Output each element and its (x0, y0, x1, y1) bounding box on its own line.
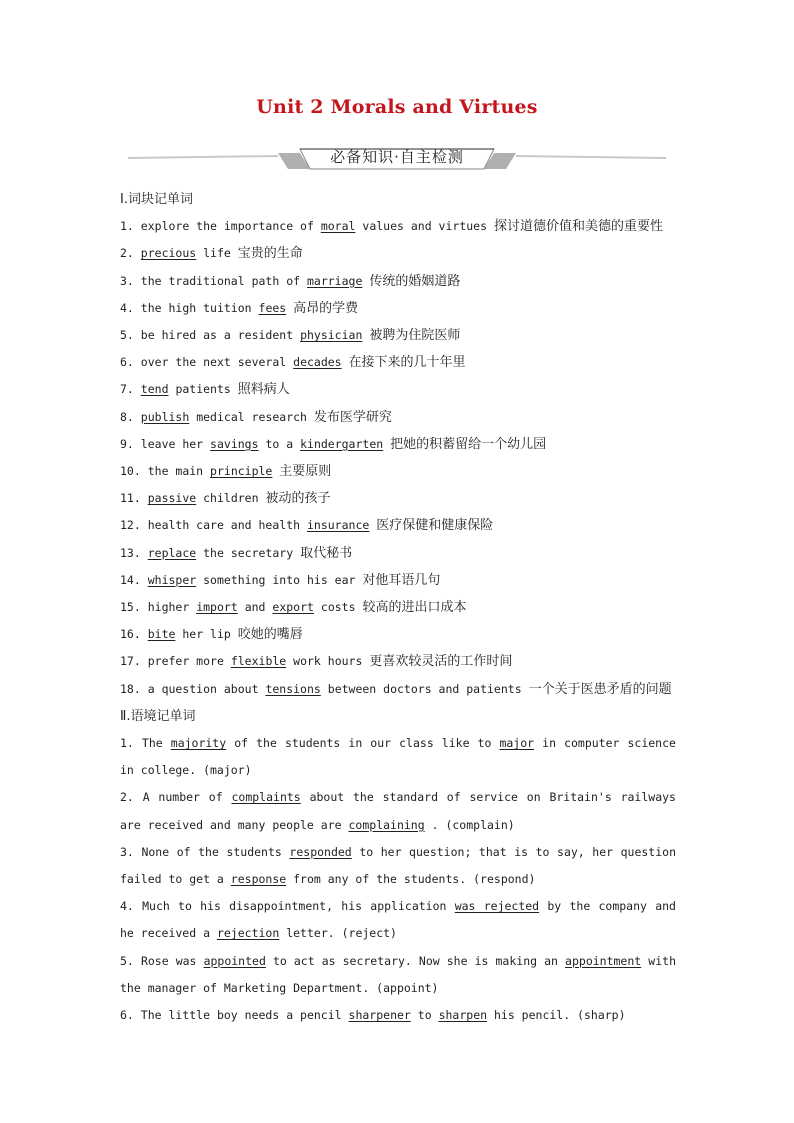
item-text: letter. (reject) (286, 926, 397, 941)
vocab-item (120, 376, 676, 403)
banner-label: 必备知识·自主检测 (330, 148, 464, 166)
answer-blank: marriage (306, 273, 363, 288)
item-text: a question about (147, 681, 259, 696)
item-text: leave her (140, 436, 204, 451)
answer-blank: tensions (265, 681, 321, 696)
item-text: the traditional path of (140, 273, 301, 288)
item-text: life (203, 246, 231, 261)
chinese-translation: 在接下来的几十年里 (348, 355, 466, 371)
vocab-item (120, 458, 676, 485)
answer-blank: kindergarten (300, 436, 384, 451)
item-text: from any of the students. (respond) (293, 872, 536, 887)
vocab-item (120, 648, 676, 675)
section-banner (128, 143, 666, 173)
item-text: of the students in our class like to (234, 736, 492, 751)
item-text: work hours (293, 654, 363, 669)
vocab-item (120, 485, 676, 512)
sentence-item (120, 893, 676, 947)
item-text: to her question; that is to say, her question failed to get a (120, 844, 676, 887)
item-number: 14. (120, 572, 141, 587)
vocab-chunk-list (120, 213, 676, 703)
item-text: patients (175, 382, 231, 397)
vocab-item (120, 540, 676, 567)
answer-blank: rejection (216, 926, 280, 941)
answer-blank: complaints (231, 790, 301, 805)
item-text: explore the importance of (140, 219, 314, 234)
item-text: over the next several (140, 355, 287, 370)
chinese-translation: 一个关于医患矛盾的问题 (528, 681, 672, 697)
item-number: 8. (120, 409, 134, 424)
item-text: be hired as a resident (140, 328, 294, 343)
item-number: 1. (120, 736, 134, 751)
answer-blank: passive (147, 491, 197, 506)
answer-blank: appointment (565, 953, 642, 968)
sentence-item (120, 839, 676, 893)
answer-blank: flexible (230, 654, 287, 669)
chinese-translation: 主要原则 (279, 464, 332, 480)
item-number: 15. (120, 600, 141, 615)
item-text: to (417, 1008, 432, 1023)
answer-blank: publish (140, 409, 190, 424)
chinese-translation: 被聘为住院医师 (369, 328, 461, 344)
answer-blank: precious (140, 246, 197, 261)
item-text: costs (320, 600, 356, 615)
answer-blank: sharpen (438, 1008, 488, 1023)
chinese-translation: 高昂的学费 (293, 300, 359, 316)
item-number: 12. (120, 518, 141, 533)
vocab-item (120, 431, 676, 458)
answer-blank: physician (300, 328, 363, 343)
answer-blank: fees (258, 300, 287, 315)
item-number: 5. (120, 953, 134, 968)
item-text: the high tuition (140, 300, 252, 315)
item-text: The (141, 736, 163, 751)
chinese-translation: 较高的进出口成本 (362, 600, 467, 616)
item-text: between doctors and patients (327, 681, 522, 696)
item-text: prefer more (147, 654, 224, 669)
chinese-translation: 把她的积蓄留给一个幼儿园 (390, 436, 547, 452)
answer-blank: major (499, 736, 535, 751)
chinese-translation: 传统的婚姻道路 (369, 273, 461, 289)
chinese-translation: 咬她的嘴唇 (237, 627, 303, 643)
item-text: about the standard of service on Britain's railways are received and many people are (120, 790, 676, 832)
item-number: 3. (120, 844, 134, 859)
item-text: to a (265, 436, 294, 451)
vocab-item (120, 676, 676, 703)
sentence-item (120, 730, 676, 784)
item-number: 3. (120, 273, 134, 288)
sentence-item (120, 1002, 676, 1029)
answer-blank: sharpener (348, 1008, 411, 1023)
chinese-translation: 发布医学研究 (313, 409, 392, 425)
section-heading-vocab-chunks: Ⅰ.词块记单词 (120, 192, 193, 207)
item-text: in computer science in college. (major) (120, 736, 676, 778)
vocab-item (120, 295, 676, 322)
item-text: A number of (142, 790, 223, 805)
item-text: . (complain) (431, 817, 515, 832)
answer-blank: tend (140, 382, 169, 397)
item-number: 17. (120, 654, 141, 669)
item-number: 2. (120, 790, 134, 805)
item-text: her lip (182, 627, 231, 642)
answer-blank: majority (170, 736, 227, 751)
item-text: children (203, 491, 259, 506)
item-text: the secretary (203, 545, 294, 560)
answer-blank: import (196, 600, 238, 615)
item-text: by the company and he received a (120, 899, 676, 941)
item-text: values and virtues (362, 219, 488, 234)
item-number: 7. (120, 382, 134, 397)
item-number: 2. (120, 246, 134, 261)
answer-blank: response (230, 872, 287, 887)
item-text: his pencil. (sharp) (493, 1008, 626, 1023)
answer-blank: insurance (306, 518, 370, 533)
answer-blank: principle (210, 464, 273, 479)
item-text: the main (147, 464, 204, 479)
chinese-translation: 照料病人 (237, 382, 290, 398)
sentence-item (120, 784, 676, 838)
vocab-item (120, 621, 676, 648)
vocab-item (120, 567, 676, 594)
answer-blank: savings (210, 436, 259, 451)
item-text: Rose was (140, 953, 197, 968)
item-number: 4. (120, 300, 134, 315)
answer-blank: responded (289, 844, 352, 859)
item-number: 5. (120, 328, 134, 343)
answer-blank: appointed (203, 953, 266, 968)
item-text: health care and health (147, 518, 301, 533)
item-number: 10. (120, 464, 141, 479)
answer-blank: complaining (348, 817, 425, 832)
vocab-item (120, 322, 676, 349)
item-number: 6. (120, 355, 134, 370)
item-number: 6. (120, 1008, 134, 1023)
answer-blank: whisper (147, 572, 197, 587)
vocab-item (120, 404, 676, 431)
answer-blank: bite (147, 627, 176, 642)
item-text: to act as secretary. Now she is making an (272, 953, 558, 968)
item-text: None of the students (141, 844, 282, 859)
answer-blank: moral (320, 219, 356, 234)
vocab-item (120, 594, 676, 621)
item-text: something into his ear (203, 572, 356, 587)
item-text: Much to his disappointment, his application (142, 899, 447, 914)
vocab-item (120, 512, 676, 539)
chinese-translation: 宝贵的生命 (237, 246, 303, 262)
item-number: 9. (120, 436, 134, 451)
chinese-translation: 医疗保健和健康保险 (376, 518, 494, 534)
vocab-item (120, 240, 676, 267)
item-text: with the manager of Marketing Department. (appoint) (120, 953, 676, 995)
sentence-item (120, 948, 676, 1002)
vocab-item (120, 213, 676, 240)
page-title: Unit 2 Morals and Virtues (256, 96, 538, 118)
item-number: 4. (120, 899, 134, 914)
chinese-translation: 探讨道德价值和美德的重要性 (493, 219, 663, 235)
item-text: The little boy needs a pencil (140, 1008, 342, 1023)
item-text: and (244, 600, 266, 615)
item-number: 18. (120, 681, 141, 696)
answer-blank: decades (293, 355, 342, 370)
item-number: 11. (120, 491, 141, 506)
vocab-item (120, 268, 676, 295)
section-heading-context-words: Ⅱ.语境记单词 (120, 708, 196, 724)
answer-blank: replace (147, 545, 197, 560)
answer-blank: export (272, 600, 314, 615)
vocab-item (120, 349, 676, 376)
chinese-translation: 被动的孩子 (265, 491, 331, 507)
item-number: 1. (120, 219, 134, 234)
item-number: 16. (120, 627, 141, 642)
chinese-translation: 更喜欢较灵活的工作时间 (369, 654, 513, 670)
chinese-translation: 取代秘书 (300, 545, 353, 561)
context-sentence-list (120, 730, 676, 1029)
item-text: higher (147, 600, 190, 615)
answer-blank: was rejected (454, 899, 540, 914)
chinese-translation: 对他耳语几句 (362, 572, 441, 588)
item-number: 13. (120, 545, 141, 560)
exercise-content (120, 186, 676, 1029)
item-text: medical research (196, 409, 307, 424)
